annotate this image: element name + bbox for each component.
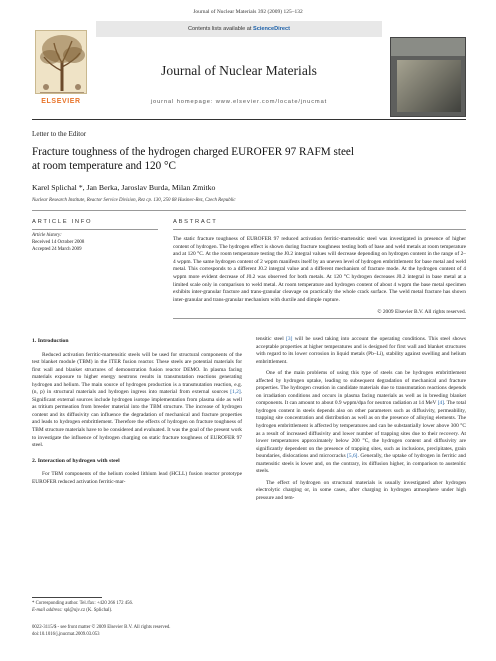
issn-line: 0022-3115/$ - see front matter © 2009 Elsevier B.V. All rights reserved. <box>32 625 171 630</box>
contents-bar <box>96 21 382 37</box>
email-address-link[interactable]: spl@ujv.cz (K. Splichal). <box>63 607 113 613</box>
journal-masthead <box>32 21 466 117</box>
footnote-phone: * Corresponding author. Tel./fax: +420 266 172 456. <box>32 601 134 606</box>
paper-title-line-1: Fracture toughness of the hydrogen charged EUROFER 97 RAFM steel <box>32 146 355 158</box>
contents-prefix: Contents lists available at <box>188 26 253 32</box>
cover-band <box>391 38 466 56</box>
abstract-text: The static fracture toughness of EUROFER 97 reduced activation ferritic-martensitic steel was investigated in presence of higher content of hydrogen. The hydrogen effect is shown during fracture toughness testing both of base and weld metals at room temperature and at 120 °C. At the room temperature testing the J0.2 integral values will decrease depending on hydrogen content in the range of 2–4 wppm. The same hydrogen content of 2 wppm manifests itself by an uneven level of hydrogen embrittlement for base metal and weld metal. This corresponds to a different J0.2 integral value and a different mechanism of fracture mode. At the hydrogen content of 4 wppm more evident decrease of J0.2 was observed for both metals. At 120 °C hydrogen decreases J0.2 integral in base metal at a limited scale only in comparison to weld metal. At room temperature and hydrogen content of about 4 wppm the base metal specimen exhibits inter-granular fracture and trans-granular cleavage on practically the whole crack surface. The weld metal fracture has shown inter-granular and trans-granular mechanism with ductile and dimple rupture. <box>173 236 466 303</box>
journal-title: Journal of Nuclear Materials <box>161 63 317 78</box>
history-label: Article history: <box>32 233 62 238</box>
intro-text-a: Reduced activation ferritic-martensitic steels will be used for structural components of the test blanket module (TBM) in the ITER fusion reactor. These steels are potential materials for first wall and blanket structures of demonstration fusion reactor DEMO. In plasma facing materials exposure to higher energy neutrons results in transmutation reactions generating hydrogen and helium. The main source of hydrogen production is a transmutation reaction, e.g. (n, p) in structural materials and hydrogen ingress into material from external sources <box>32 351 242 396</box>
corresponding-author-footnote <box>32 601 133 614</box>
right-text-2a: One of the main problems of using this type of steels can be hydrogen embrittlement affected by hydrogen uptake, leading to subsequent degradation of mechanical and fracture properties. The hydrogen creation in candidate materials due to transmutation reactions depends on irradiation conditions and occurs in plasma facing materials as well as in breeding blanket components. It can amount to about 0.9 wppm/dpa for neutron radiation at 14 MeV <box>256 370 466 407</box>
citation-link[interactable]: [5,6] <box>347 453 358 460</box>
homepage-url-link[interactable]: www.elsevier.com/locate/jnucmat <box>215 99 328 105</box>
history-accepted: Accepted 24 March 2009 <box>32 246 82 252</box>
elsevier-wordmark: ELSEVIER <box>41 98 81 105</box>
footnote-rule <box>32 597 102 598</box>
abstract-bottom-rule <box>173 318 466 319</box>
right-text-1a: tensitic steel <box>256 336 287 342</box>
imprint <box>32 625 170 638</box>
right-text-2c: . Generally, the uptake of hydrogen in ferritic and martensitic steels is lower and, on the contrary, its diffusion higher, in comparison to austenitic steels. <box>256 453 466 475</box>
right-paragraph-2 <box>256 370 466 476</box>
right-text-2b: . The total hydrogen content in steels depends also on other parameters such as diffusivity, permeability, trapping site concentration and distribution as well as on the presence of alloying elements. The hydrogen embrittlement is affected by temperatures and can be substantially lower above 300 °C as a result of increased diffusivity and lower number of trapping sites due to their recovery. At lower temperatures approximately below 200 °C, the hydrogen content and diffusivity are significantly dependent on the presence of trapping sites, such as inclusions, precipitates, grain boundaries, dislocations and microcracks <box>256 400 466 460</box>
abstract-heading: ABSTRACT <box>173 219 218 225</box>
journal-cover-image <box>390 37 466 117</box>
sciencedirect-link[interactable]: ScienceDirect <box>252 26 290 32</box>
header-divider <box>32 210 466 211</box>
section2-paragraph: For TBM components of the helium cooled lithium lead (HCLL) fusion reactor prototype EUROFER reduced activation ferritic-mar- <box>32 471 242 485</box>
article-info-heading: ARTICLE INFO <box>32 219 93 225</box>
paper-title-line-2: at room temperature and 120 °C <box>32 160 176 173</box>
right-paragraph-1 <box>256 336 466 366</box>
abstract-copyright: © 2009 Elsevier B.V. All rights reserved. <box>377 309 466 315</box>
body-column-left <box>32 336 242 486</box>
masthead-center <box>96 21 382 117</box>
citation-link[interactable]: [4] <box>437 400 444 407</box>
abstract-rule <box>173 229 466 230</box>
running-header: Journal of Nuclear Materials 392 (2009) 125–132 <box>193 9 303 15</box>
doi-line[interactable]: doi:10.1016/j.jnucmat.2009.03.053 <box>32 631 100 637</box>
journal-homepage <box>96 99 382 105</box>
article-info-rule <box>32 229 158 230</box>
cover-photo <box>397 60 461 112</box>
section-heading-introduction: 1. Introduction <box>32 338 69 344</box>
intro-text-b: . Significant external sources include hydrogen isotope implementation from plasma side as well as tritium permeation from breeder material into the TBM structure. The increase of hydrogen content and its diffusivity can influence the degradation of mechanical and fracture properties and leads to hydrogen embrittlement. Therefore the effects of hydrogen on fracture toughness of TBM structure materials have to be considered and evaluated. It was the goal of the present work to investigate the influence of hydrogen charging on static fracture toughness of EUROFER 97 steel. <box>32 389 242 449</box>
article-type: Letter to the Editor <box>32 130 87 138</box>
right-text-1b: will be used taking into account the operating conditions. This steel shows acceptable properties at higher temperatures and is designed for first wall and blanket structures with regard to its lower corrosion in liquid metals (Pb–Li), stability against swelling and helium embrittlement. <box>256 336 466 365</box>
elsevier-logo <box>32 30 90 114</box>
body-column-right <box>256 336 466 502</box>
citation-link[interactable]: [3] <box>286 336 293 342</box>
section-heading-hydrogen: 2. Interaction of hydrogen with steel <box>32 457 120 464</box>
history-received: Received 14 October 2008 <box>32 239 85 245</box>
affiliation: Nuclear Research Institute, Reactor Service Division, Rez cp. 130, 250 68 Husinec-Rez, Czech Republic <box>32 198 236 203</box>
intro-paragraph <box>32 352 242 450</box>
email-label: E-mail address: <box>32 607 64 613</box>
right-paragraph-3: The effect of hydrogen on structural materials is usually investigated after hydrogen electrolytic charging or, in some cases, after charging in hydrogen atmosphere under high pressure and tem- <box>256 479 466 501</box>
elsevier-tree-icon <box>35 30 87 94</box>
masthead-rule <box>32 119 466 120</box>
citation-link[interactable]: [1,2] <box>230 389 241 396</box>
author-list[interactable]: Karel Splichal *, Jan Berka, Jaroslav Burda, Milan Zmitko <box>32 183 216 192</box>
paper-title <box>32 145 442 173</box>
footnote-email <box>32 608 133 615</box>
homepage-label: journal homepage: <box>150 99 216 105</box>
article-history <box>32 233 84 253</box>
